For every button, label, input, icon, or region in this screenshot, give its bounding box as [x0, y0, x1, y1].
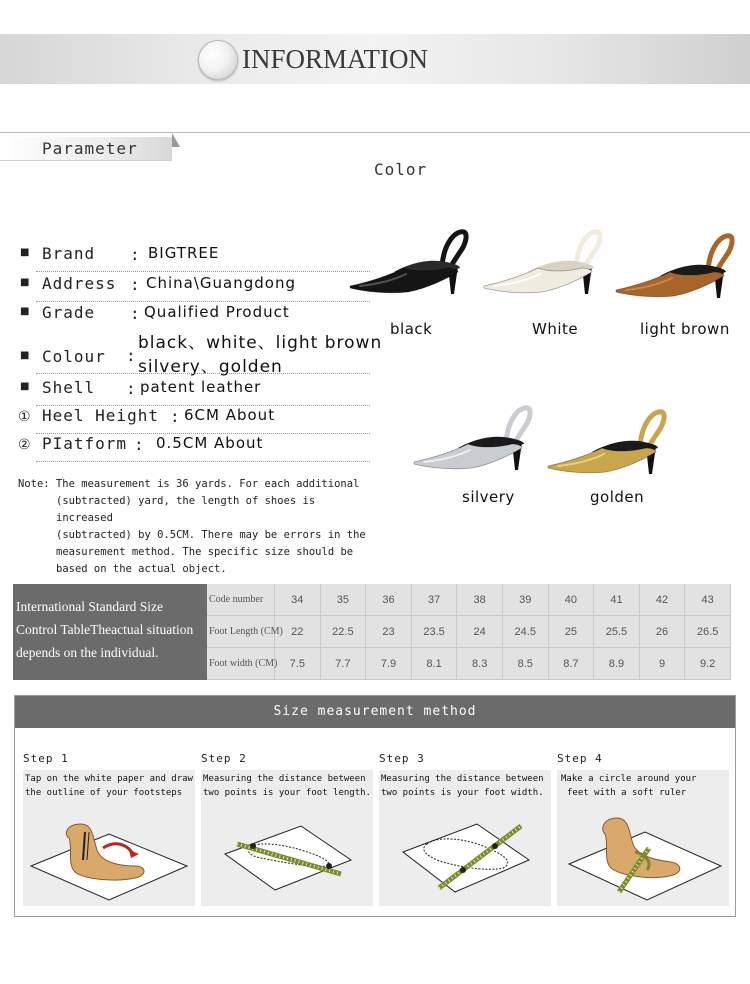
size-cell: 36	[366, 584, 412, 616]
spec-value-line1: black、white、light brown	[138, 333, 383, 353]
spec-colon: :	[170, 407, 180, 426]
step-illustration	[201, 770, 373, 906]
size-cell: 8.7	[549, 648, 595, 680]
foot-circumference-ruler-icon	[557, 804, 729, 904]
size-table	[13, 584, 731, 680]
note-line: based on the actual object.	[56, 563, 227, 575]
spec-colon: :	[126, 379, 136, 398]
size-cell: 24	[457, 616, 503, 648]
step-text-line: Tap on the white paper and draw	[25, 774, 193, 784]
size-cell: 37	[412, 584, 458, 616]
step-text-line: Measuring the distance between	[381, 774, 544, 784]
spec-label: Address	[42, 274, 117, 293]
step-4	[557, 752, 729, 906]
shoe-image-light-brown	[614, 226, 740, 308]
shoe-label: black	[390, 320, 433, 338]
measurement-note	[18, 476, 378, 578]
spec-value: Qualified Product	[144, 303, 290, 321]
spec-colon: :	[130, 304, 140, 323]
size-cell: 7.7	[321, 648, 367, 680]
method-title: Size measurement method	[15, 696, 735, 728]
parameter-title: Parameter	[42, 139, 138, 158]
note-line: measurement method. The specific size should be	[56, 546, 354, 558]
size-cell: 34	[275, 584, 321, 616]
shoe-image-silvery	[412, 398, 538, 480]
spec-label: Shell	[42, 378, 96, 397]
size-cell: 8.1	[412, 648, 458, 680]
size-cell: 9.2	[685, 648, 731, 680]
size-cell: 22	[275, 616, 321, 648]
step-2	[201, 752, 373, 906]
step-title: Step 1	[23, 752, 69, 765]
spec-row-heel-height	[20, 406, 360, 434]
spec-colon: :	[134, 435, 144, 454]
step-illustration	[379, 770, 551, 906]
slingback-pump-icon	[546, 402, 672, 484]
bullet-marker: ■	[20, 277, 30, 288]
size-cell: 24.5	[503, 616, 549, 648]
size-cell: 22.5	[321, 616, 367, 648]
size-cell: 9	[640, 648, 686, 680]
row-header: Code number	[207, 584, 275, 616]
size-cell: 25	[549, 616, 595, 648]
size-cell: 25.5	[594, 616, 640, 648]
dotted-rule	[36, 461, 370, 462]
caption-line: International Standard Size	[16, 599, 163, 614]
number-marker: ②	[18, 437, 31, 453]
size-cell: 38	[457, 584, 503, 616]
row-header: Foot Length (CM)	[207, 616, 275, 648]
step-title: Step 2	[201, 752, 247, 765]
spec-colon: :	[130, 275, 140, 294]
slingback-pump-icon	[348, 222, 474, 304]
size-grid	[207, 584, 731, 680]
step-title: Step 4	[557, 752, 603, 765]
shoe-label: golden	[590, 488, 645, 506]
note-line: (subtracted) yard, the length of shoes is increased	[56, 495, 316, 524]
step-title: Step 3	[379, 752, 425, 765]
size-cell: 7.9	[366, 648, 412, 680]
step-text-line: feet with a soft ruler	[567, 788, 687, 798]
spec-value: China\Guangdong	[146, 274, 296, 292]
step-text	[381, 772, 551, 800]
note-line: (subtracted) by 0.5CM. There may be errors in the	[56, 529, 366, 541]
section-divider	[0, 132, 750, 133]
size-cell: 8.5	[503, 648, 549, 680]
step-text-line: two points is your foot length.	[203, 788, 371, 798]
spec-row-brand	[20, 244, 360, 272]
step-text	[203, 772, 373, 800]
size-table-caption	[13, 584, 207, 680]
caption-line: Control TableTheactual situation	[16, 622, 194, 637]
step-illustration	[557, 770, 729, 906]
size-cell: 23.5	[412, 616, 458, 648]
spec-value: 0.5CM About	[156, 434, 264, 452]
number-marker: ①	[18, 409, 31, 425]
step-3	[379, 752, 551, 906]
step-illustration	[23, 770, 195, 906]
spec-label: Brand	[42, 244, 96, 263]
step-text-line: Measuring the distance between	[203, 774, 366, 784]
dotted-rule	[36, 301, 370, 302]
slingback-pump-icon	[614, 226, 740, 308]
step-text	[559, 772, 729, 800]
size-cell: 35	[321, 584, 367, 616]
shoe-label: White	[532, 320, 579, 338]
note-line: Note: The measurement is 36 yards. For each additional	[18, 478, 360, 490]
spec-label: PIatform	[42, 434, 128, 453]
size-cell: 8.3	[457, 648, 503, 680]
foot-outline-icon	[23, 804, 195, 904]
spec-row-address	[20, 274, 360, 302]
size-cell: 26	[640, 616, 686, 648]
spec-row-colour	[20, 330, 383, 377]
size-cell: 42	[640, 584, 686, 616]
bullet-marker: ■	[20, 381, 30, 392]
step-text	[25, 772, 195, 800]
foot-width-ruler-icon	[379, 804, 551, 904]
step-text-line: the outline of your footsteps	[25, 788, 183, 798]
size-cell: 40	[549, 584, 595, 616]
parameter-tab-flag	[172, 133, 180, 147]
size-cell: 26.5	[685, 616, 731, 648]
slingback-pump-icon	[482, 222, 608, 304]
banner-circle-ornament	[198, 40, 238, 80]
size-cell: 7.5	[275, 648, 321, 680]
spec-row-shell	[20, 378, 360, 406]
spec-label: Grade	[42, 303, 96, 322]
dotted-rule	[36, 271, 370, 272]
shoe-label: light brown	[640, 320, 730, 338]
measurement-method-panel	[14, 695, 736, 917]
spec-value-line2: silvery、golden	[138, 357, 283, 377]
step-1	[23, 752, 195, 906]
spec-row-platform	[20, 434, 360, 462]
spec-value: patent leather	[140, 378, 262, 396]
step-text-line: two points is your foot width.	[381, 788, 544, 798]
color-title: Color	[374, 160, 428, 179]
spec-value: 6CM About	[184, 406, 276, 424]
shoe-image-golden	[546, 402, 672, 484]
step-text-line: Make a circle around your	[561, 774, 697, 784]
size-cell: 41	[594, 584, 640, 616]
foot-length-ruler-icon	[201, 804, 373, 904]
dotted-rule	[36, 373, 370, 374]
spec-label: Heel Height	[42, 406, 159, 425]
spec-colon: :	[126, 346, 136, 365]
spec-label: Colour	[42, 347, 106, 366]
row-header: Foot width (CM)	[207, 648, 275, 680]
information-title: INFORMATION	[242, 44, 429, 74]
size-cell: 23	[366, 616, 412, 648]
shoe-label: silvery	[462, 488, 515, 506]
size-cell: 8.9	[594, 648, 640, 680]
spec-value: BIGTREE	[148, 244, 220, 262]
spec-row-grade	[20, 303, 360, 331]
slingback-pump-icon	[412, 398, 538, 480]
size-cell: 39	[503, 584, 549, 616]
size-cell: 43	[685, 584, 731, 616]
bullet-marker: ■	[20, 247, 30, 258]
shoe-image-black	[348, 222, 474, 304]
shoe-image-white	[482, 222, 608, 304]
spec-colon: :	[130, 245, 140, 264]
bullet-marker: ■	[20, 350, 30, 361]
bullet-marker: ■	[20, 306, 30, 317]
caption-line: depends on the individual.	[16, 645, 159, 660]
